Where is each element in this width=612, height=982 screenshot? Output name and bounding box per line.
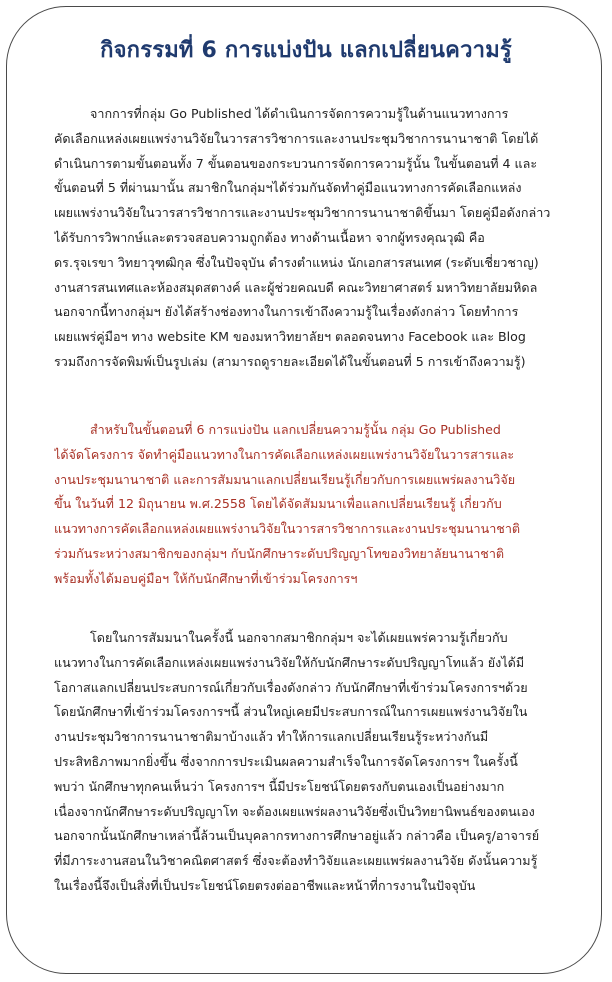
- text-line: งานประชุมวิชาการนานาชาติมาบ้างแล้ว ทำให้การแลกเปลี่ยนเรียนรู้ระหว่างกันมี: [54, 729, 489, 745]
- text-line: แนวทางการคัดเลือกแหล่งเผยแพร่งานวิจัยในวารสารวิชาการและงานประชุมนานาชาติ: [54, 521, 521, 537]
- text-line: ดร.รุจเรขา วิทยาวุฑฒิกุล ซึ่งในปัจจุบัน ดำรงตำแหน่ง นักเอกสารสนเทศ (ระดับเชี่ยวชาญ): [54, 254, 539, 270]
- text-line: ขึ้น ในวันที่ 12 มิถุนายน พ.ศ.2558 โดยได้จัดสัมมนาเพื่อแลกเปลี่ยนเรียนรู้ เกี่ยวกับ: [54, 496, 502, 512]
- text-line: เนื่องจากนักศึกษาระดับปริญญาโท จะต้องเผยแพร่ผลงานวิจัยซึ่งเป็นวิทยานิพนธ์ของตนเอง: [54, 803, 535, 819]
- text-line: จากการที่กลุ่ม Go Published ได้ดำเนินการจัดการความรู้ในด้านแนวทางการ: [90, 106, 509, 121]
- text-line: งานประชุมนานาชาติ และการสัมมนาแลกเปลี่ยนเรียนรู้เกี่ยวกับการเผยแพร่ผลงานวิจัย: [54, 471, 516, 487]
- text-line: ในเรื่องนี้จึงเป็นสิ่งที่เป็นประโยชน์โดยตรงต่ออาชีพและหน้าที่การงานในปัจจุบัน: [54, 877, 476, 893]
- text-line: พบว่า นักศึกษาทุกคนเห็นว่า โครงการฯ นี้มีประโยชน์โดยตรงกับตนเองเป็นอย่างมาก: [54, 778, 505, 794]
- text-line: สำหรับในขั้นตอนที่ 6 การแบ่งปัน แลกเปลี่ยนความรู้นั้น กลุ่ม Go Published: [90, 422, 501, 437]
- text-line: ขั้นตอนที่ 5 ที่ผ่านมานั้น สมาชิกในกลุ่มฯได้ร่วมกันจัดทำคู่มือแนวทางการคัดเลือกแหล่ง: [54, 180, 522, 196]
- text-line: รวมถึงการจัดพิมพ์เป็นรูปเล่ม (สามารถดูรายละเอียดได้ในขั้นตอนที่ 5 การเข้าถึงความรู้): [54, 353, 526, 369]
- text-line: ได้รับการวิพากษ์และตรวจสอบความถูกต้อง ทางด้านเนื้อหา จากผู้ทรงคุณวุฒิ คือ: [54, 229, 485, 245]
- page-title: กิจกรรมที่ 6 การแบ่งปัน แลกเปลี่ยนความรู้: [100, 38, 512, 63]
- text-line: ได้จัดโครงการ จัดทำคู่มือแนวทางในการคัดเลือกแหล่งเผยแพร่งานวิจัยในวารสารและ: [54, 446, 515, 462]
- text-line: เผยแพร่งานวิจัยในวารสารวิชาการและงานประชุมวิชาการนานาชาติขึ้นมา โดยคู่มือดังกล่าว: [54, 205, 551, 221]
- text-line: ดำเนินการตามขั้นตอนทั้ง 7 ขั้นตอนของกระบวนการจัดการความรู้นั้น ในขั้นตอนที่ 4 และ: [54, 155, 538, 171]
- text-line: โดยในการสัมมนาในครั้งนี้ นอกจากสมาชิกกลุ่มฯ จะได้เผยแพร่ความรู้เกี่ยวกับ: [90, 630, 508, 645]
- text-line: ร่วมกันระหว่างสมาชิกของกลุ่มฯ กับนักศึกษาระดับปริญญาโทของวิทยาลัยนานาชาติ: [54, 545, 505, 561]
- text-line: พร้อมทั้งได้มอบคู่มือฯ ให้กับนักศึกษาที่เข้าร่วมโครงการฯ: [54, 570, 358, 586]
- text-line: คัดเลือกแหล่งเผยแพร่งานวิจัยในวารสารวิชาการและงานประชุมวิชาการนานาชาติ โดยได้: [54, 130, 539, 146]
- paragraph-3: [54, 626, 578, 899]
- paragraph-1: [54, 102, 578, 375]
- text-line: ประสิทธิภาพมากยิ่งขึ้น ซึ่งจากการประเมินผลความสำเร็จในการจัดโครงการฯ ในครั้งนี้: [54, 753, 518, 769]
- text-line: งานสารสนเทศและห้องสมุดสตางค์ และผู้ช่วยคณบดี คณะวิทยาศาสตร์ มหาวิทยาลัยมหิดล: [54, 279, 538, 295]
- text-line: โดยนักศึกษาที่เข้าร่วมโครงการฯนี้ ส่วนใหญ่เคยมีประสบการณ์ในการเผยแพร่งานวิจัยใน: [54, 704, 528, 720]
- text-line: เผยแพร่คู่มือฯ ทาง website KM ของมหาวิทยาลัยฯ ตลอดจนทาง Facebook และ Blog: [54, 329, 526, 345]
- paragraph-2-highlight: [54, 418, 578, 592]
- text-line: แนวทางในการคัดเลือกแหล่งเผยแพร่งานวิจัยให้กับนักศึกษาระดับปริญญาโทแล้ว ยังได้มี: [54, 654, 525, 670]
- text-line: ที่มีภาระงานสอนในวิชาคณิตศาสตร์ ซึ่งจะต้องทำวิจัยและเผยแพร่ผลงานวิจัย ดังนั้นความรู้: [54, 853, 538, 869]
- text-line: นอกจากนั้นนักศึกษาเหล่านี้ล้วนเป็นบุคลากรทางการศึกษาอยู่แล้ว กล่าวคือ เป็นครู/อาจารย์: [54, 828, 540, 844]
- text-line: นอกจากนี้ทางกลุ่มฯ ยังได้สร้างช่องทางในการเข้าถึงความรู้ในเรื่องดังกล่าว โดยทำการ: [54, 304, 519, 320]
- text-line: โอกาสแลกเปลี่ยนประสบการณ์เกี่ยวกับเรื่องดังกล่าว กับนักศึกษาที่เข้าร่วมโครงการฯด้วย: [54, 679, 528, 695]
